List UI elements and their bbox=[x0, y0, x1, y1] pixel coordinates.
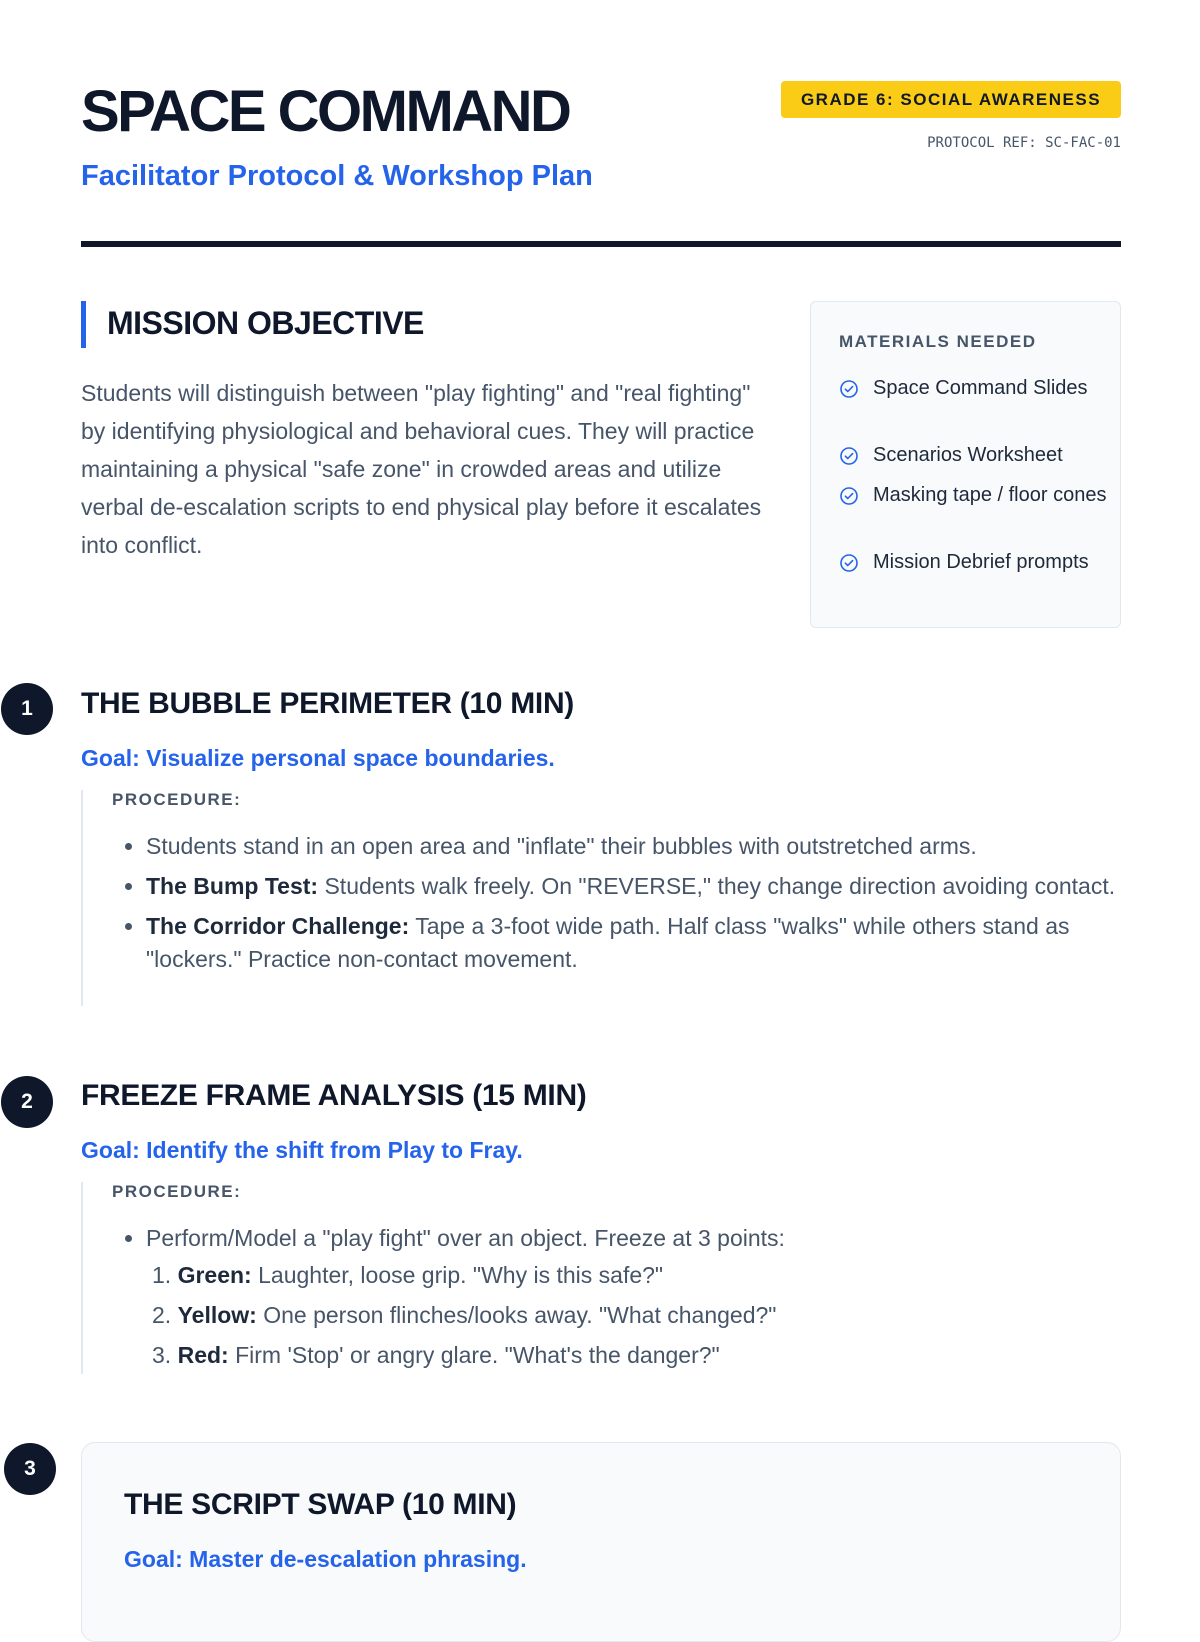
freeze-point-list bbox=[146, 1259, 1146, 1372]
mission-accent-bar bbox=[81, 301, 86, 348]
freeze-point-text: Laughter, loose grip. "Why is this safe?" bbox=[251, 1262, 664, 1288]
procedure-label: PROCEDURE: bbox=[112, 1182, 242, 1201]
materials-box bbox=[810, 301, 1121, 628]
procedure-block bbox=[81, 790, 1116, 1006]
freeze-point-label: Red: bbox=[177, 1342, 229, 1368]
check-circle-icon bbox=[839, 486, 859, 506]
procedure-step-keyword: The Bump Test: bbox=[146, 873, 319, 899]
step-number-badge: 3 bbox=[4, 1443, 56, 1495]
section-title: THE BUBBLE PERIMETER (10 MIN) bbox=[81, 687, 574, 720]
freeze-point-number: 1. bbox=[152, 1262, 172, 1288]
freeze-point bbox=[152, 1299, 1146, 1332]
section-goal: Goal: Visualize personal space boundaries. bbox=[81, 745, 555, 771]
mission-text: Students will distinguish between "play fighting" and "real fighting" by identifying physiological and behavioral cues. They will practice maintaining a physical "safe zone" in crowded areas and utilize verbal de-escalation scripts to end physical play before it escalates into conflict. bbox=[81, 380, 762, 558]
freeze-point-label: Yellow: bbox=[177, 1302, 257, 1328]
materials-item bbox=[839, 375, 1109, 402]
procedure-step bbox=[146, 830, 1146, 863]
section-card bbox=[81, 1442, 1121, 1642]
procedure-list bbox=[114, 830, 1146, 983]
materials-item bbox=[839, 549, 1109, 576]
procedure-step-text: Students walk freely. On "REVERSE," they change direction avoiding contact. bbox=[318, 873, 1116, 899]
materials-item-label: Mission Debrief prompts bbox=[873, 551, 1089, 573]
page-subtitle: Facilitator Protocol & Workshop Plan bbox=[81, 160, 593, 192]
step-number-badge: 2 bbox=[1, 1076, 53, 1128]
check-circle-icon bbox=[839, 553, 859, 573]
procedure-step-keyword: The Corridor Challenge: bbox=[146, 913, 410, 939]
header-divider bbox=[81, 241, 1121, 247]
page-title: SPACE COMMAND bbox=[81, 79, 570, 144]
freeze-point bbox=[152, 1339, 1146, 1372]
procedure-step-text: Tape a 3-foot wide path. Half class "walks" while others stand as "lockers." Practice non-contact movement. bbox=[146, 913, 1070, 972]
freeze-point bbox=[152, 1259, 1146, 1292]
procedure-step bbox=[146, 910, 1146, 976]
procedure-list bbox=[114, 1222, 1146, 1379]
section-title: THE SCRIPT SWAP (10 MIN) bbox=[124, 1488, 517, 1521]
freeze-point-text: Firm 'Stop' or angry glare. "What's the danger?" bbox=[228, 1342, 720, 1368]
procedure-step bbox=[146, 870, 1146, 903]
procedure-block bbox=[81, 1182, 785, 1374]
materials-item-label: Space Command Slides bbox=[873, 377, 1088, 399]
procedure-step-text: Perform/Model a "play fight" over an object. Freeze at 3 points: bbox=[146, 1225, 785, 1251]
materials-item bbox=[839, 442, 1109, 469]
materials-item bbox=[839, 482, 1109, 509]
freeze-point-text: One person flinches/looks away. "What changed?" bbox=[256, 1302, 777, 1328]
freeze-point-label: Green: bbox=[177, 1262, 252, 1288]
section-goal: Goal: Identify the shift from Play to Fray. bbox=[81, 1137, 523, 1163]
procedure-step-text: Students stand in an open area and "inflate" their bubbles with outstretched arms. bbox=[146, 833, 977, 859]
freeze-point-number: 3. bbox=[152, 1342, 172, 1368]
step-number-badge: 1 bbox=[1, 683, 53, 735]
materials-heading: MATERIALS NEEDED bbox=[839, 332, 1037, 351]
grade-badge: GRADE 6: SOCIAL AWARENESS bbox=[781, 81, 1121, 118]
freeze-point-number: 2. bbox=[152, 1302, 172, 1328]
materials-item-label: Scenarios Worksheet bbox=[873, 444, 1063, 466]
check-circle-icon bbox=[839, 379, 859, 399]
section-goal: Goal: Master de-escalation phrasing. bbox=[124, 1546, 527, 1572]
materials-item-label: Masking tape / floor cones bbox=[873, 484, 1107, 506]
check-circle-icon bbox=[839, 446, 859, 466]
procedure-label: PROCEDURE: bbox=[112, 790, 242, 809]
mission-heading: MISSION OBJECTIVE bbox=[107, 305, 424, 341]
section-title: FREEZE FRAME ANALYSIS (15 MIN) bbox=[81, 1079, 587, 1112]
protocol-ref: PROTOCOL REF: SC-FAC-01 bbox=[927, 135, 1121, 151]
procedure-step bbox=[146, 1222, 1146, 1372]
